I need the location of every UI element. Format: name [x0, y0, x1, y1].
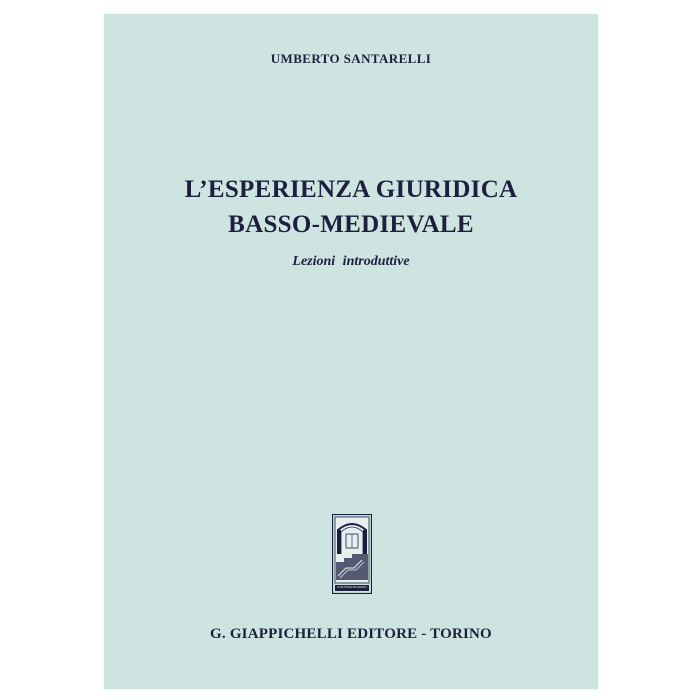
title-line-2: BASSO-MEDIEVALE [228, 211, 474, 238]
author-name: UMBERTO SANTARELLI [270, 51, 432, 66]
logo-caption: GIUSTITIAM DILIGENTIA [337, 586, 367, 589]
title-line-1: L’ESPERIENZA GIURIDICA [184, 176, 518, 203]
subtitle: Lezioni introduttive [292, 254, 410, 269]
book-cover [104, 14, 598, 689]
publisher-name: G. GIAPPICHELLI EDITORE - TORINO [210, 626, 492, 642]
publisher-logo-icon [332, 514, 372, 594]
